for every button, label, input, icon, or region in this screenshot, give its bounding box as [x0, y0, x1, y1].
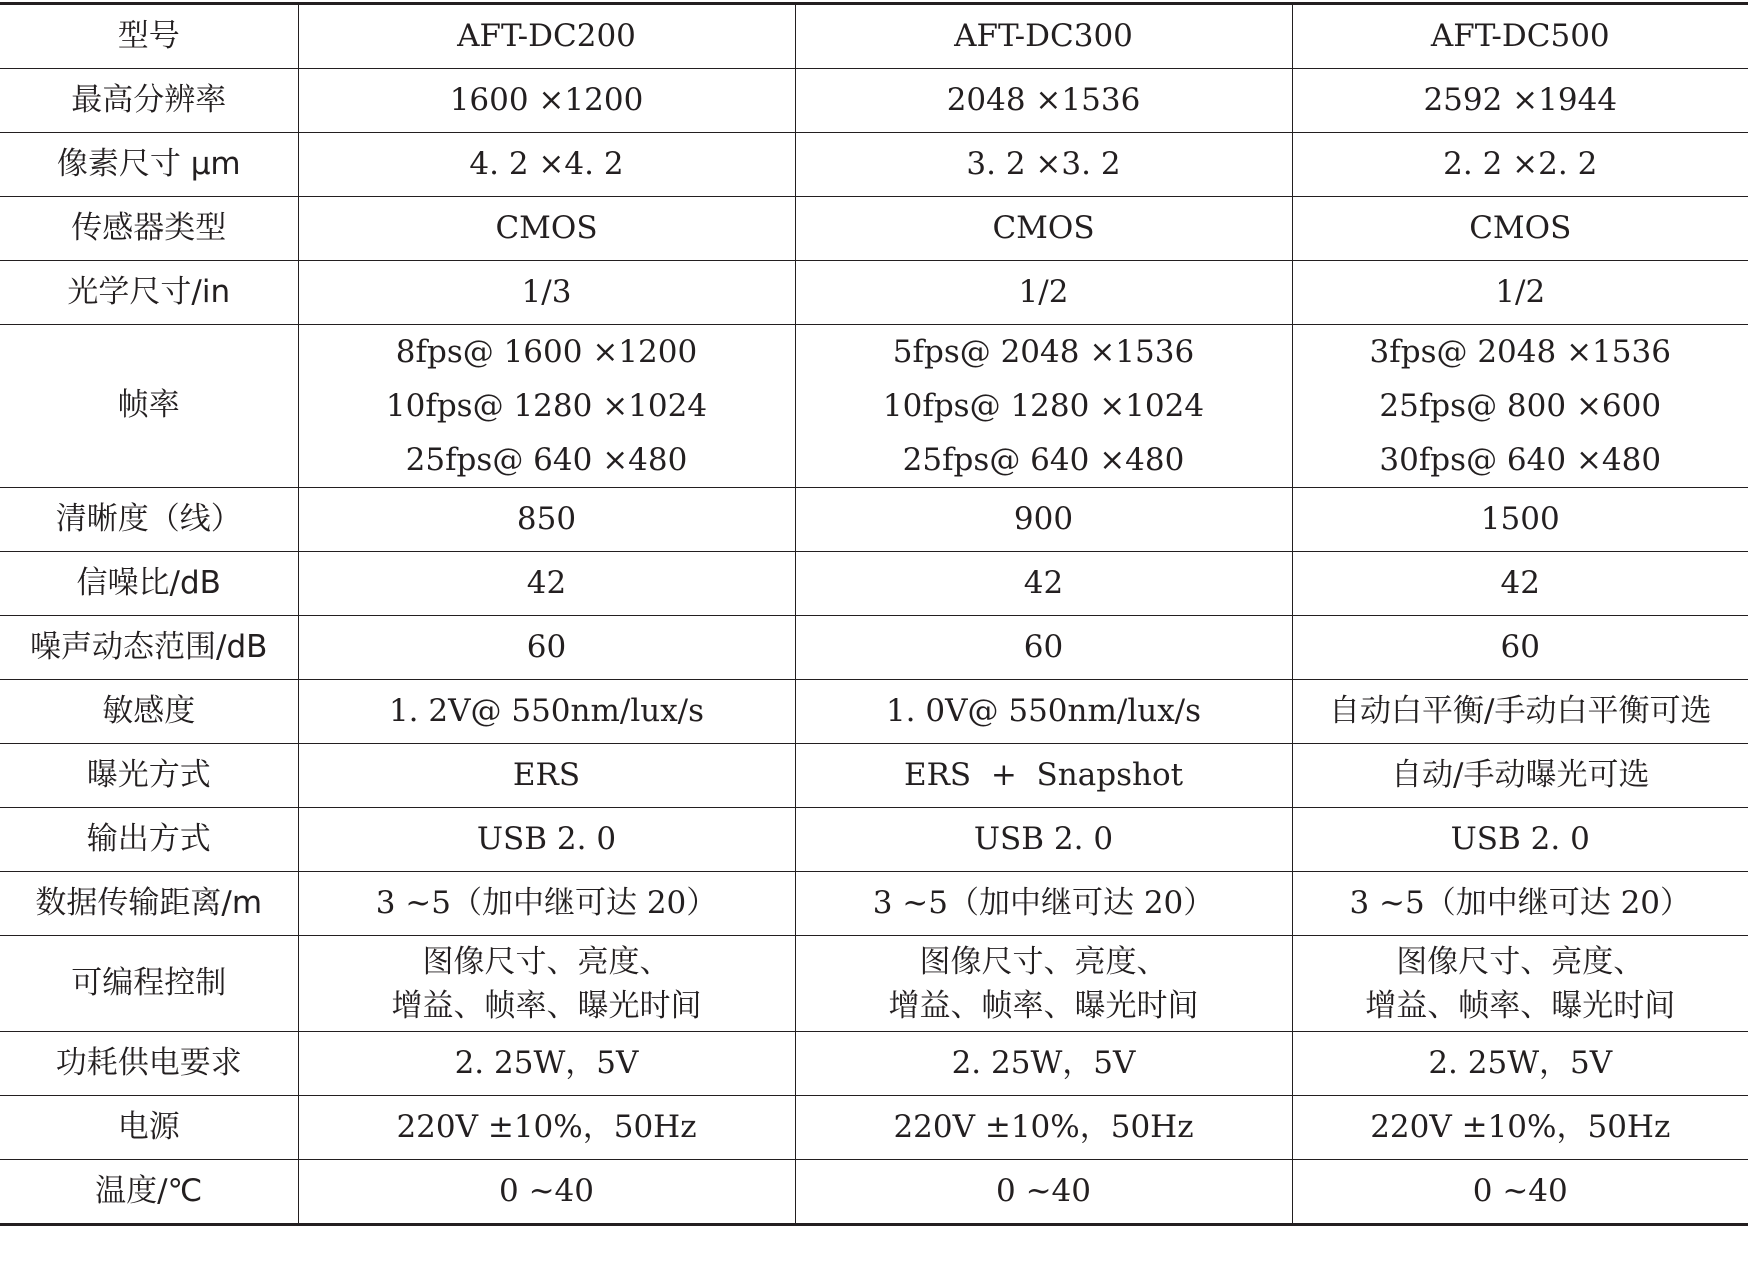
control-line: 增益、帧率、曝光时间 [1365, 987, 1676, 1024]
table-row [0, 1032, 1748, 1096]
cell-value: 2. 25W，5V [1292, 1032, 1748, 1096]
cell-value: 0 ~40 [298, 1160, 795, 1225]
cell-value: 2048 ×1536 [795, 69, 1292, 133]
cell-value: 60 [795, 616, 1292, 680]
row-label: 光学尺寸/in [0, 261, 298, 325]
cell-value: 3 ~5（加中继可达 20） [298, 872, 795, 936]
row-label: 温度/℃ [0, 1160, 298, 1225]
row-label: 帧率 [0, 325, 298, 488]
cell-value [298, 325, 795, 488]
frame-rate-line: 25fps@ 640 ×480 [405, 442, 688, 478]
row-label: 电源 [0, 1096, 298, 1160]
model-name: AFT-DC500 [1292, 4, 1748, 69]
control-line: 图像尺寸、亮度、 [1396, 943, 1645, 980]
table-row [0, 680, 1748, 744]
table-row [0, 936, 1748, 1032]
table-row [0, 197, 1748, 261]
row-label: 曝光方式 [0, 744, 298, 808]
cell-value: 60 [298, 616, 795, 680]
row-label: 清晰度（线） [0, 488, 298, 552]
row-label: 功耗供电要求 [0, 1032, 298, 1096]
cell-value: 1600 ×1200 [298, 69, 795, 133]
row-label: 输出方式 [0, 808, 298, 872]
frame-rate-line: 10fps@ 1280 ×1024 [882, 388, 1205, 424]
camera-spec-table [0, 2, 1748, 1226]
control-line: 增益、帧率、曝光时间 [391, 987, 702, 1024]
model-name: AFT-DC200 [298, 4, 795, 69]
cell-value: CMOS [1292, 197, 1748, 261]
cell-value: USB 2. 0 [1292, 808, 1748, 872]
table-row [0, 1096, 1748, 1160]
table-row [0, 261, 1748, 325]
cell-value: 3 ~5（加中继可达 20） [795, 872, 1292, 936]
row-label: 噪声动态范围/dB [0, 616, 298, 680]
cell-value: 1. 2V@ 550nm/lux/s [298, 680, 795, 744]
cell-value: 2592 ×1944 [1292, 69, 1748, 133]
cell-value: 60 [1292, 616, 1748, 680]
frame-rate-line: 10fps@ 1280 ×1024 [385, 388, 708, 424]
cell-value: 0 ~40 [795, 1160, 1292, 1225]
cell-value: 220V ±10%，50Hz [795, 1096, 1292, 1160]
table-row [0, 325, 1748, 488]
table-row [0, 1160, 1748, 1225]
cell-value: 2. 2 ×2. 2 [1292, 133, 1748, 197]
header-label: 型号 [0, 4, 298, 69]
cell-value: 1/2 [795, 261, 1292, 325]
cell-value [1292, 325, 1748, 488]
cell-value: 0 ~40 [1292, 1160, 1748, 1225]
cell-value: 3 ~5（加中继可达 20） [1292, 872, 1748, 936]
control-line: 增益、帧率、曝光时间 [888, 987, 1199, 1024]
cell-value: USB 2. 0 [795, 808, 1292, 872]
row-label: 数据传输距离/m [0, 872, 298, 936]
cell-value: 2. 25W，5V [795, 1032, 1292, 1096]
cell-value: 220V ±10%，50Hz [1292, 1096, 1748, 1160]
cell-value: 2. 25W，5V [298, 1032, 795, 1096]
cell-value [298, 936, 795, 1032]
frame-rate-line: 25fps@ 640 ×480 [902, 442, 1185, 478]
table-row [0, 744, 1748, 808]
cell-value: 3. 2 ×3. 2 [795, 133, 1292, 197]
cell-value: CMOS [298, 197, 795, 261]
cell-value: 1/2 [1292, 261, 1748, 325]
model-name: AFT-DC300 [795, 4, 1292, 69]
header-row [0, 4, 1748, 69]
cell-value: CMOS [795, 197, 1292, 261]
row-label: 信噪比/dB [0, 552, 298, 616]
cell-value: ERS [298, 744, 795, 808]
table-row [0, 616, 1748, 680]
cell-value: 1500 [1292, 488, 1748, 552]
cell-value: 850 [298, 488, 795, 552]
table-row [0, 69, 1748, 133]
cell-value: 自动/手动曝光可选 [1292, 744, 1748, 808]
row-label: 敏感度 [0, 680, 298, 744]
row-label: 最高分辨率 [0, 69, 298, 133]
control-line: 图像尺寸、亮度、 [919, 943, 1168, 980]
cell-value: ERS + Snapshot [795, 744, 1292, 808]
row-label: 像素尺寸 μm [0, 133, 298, 197]
cell-value: 900 [795, 488, 1292, 552]
cell-value [795, 936, 1292, 1032]
cell-value: 42 [1292, 552, 1748, 616]
row-label: 可编程控制 [0, 936, 298, 1032]
cell-value: 1. 0V@ 550nm/lux/s [795, 680, 1292, 744]
cell-value [795, 325, 1292, 488]
frame-rate-line: 8fps@ 1600 ×1200 [395, 334, 698, 370]
frame-rate-line: 3fps@ 2048 ×1536 [1369, 334, 1671, 370]
cell-value: 42 [298, 552, 795, 616]
table-row [0, 133, 1748, 197]
cell-value: 42 [795, 552, 1292, 616]
cell-value: 1/3 [298, 261, 795, 325]
frame-rate-line: 30fps@ 640 ×480 [1379, 442, 1662, 478]
cell-value: 自动白平衡/手动白平衡可选 [1292, 680, 1748, 744]
control-line: 图像尺寸、亮度、 [422, 943, 671, 980]
cell-value: 4. 2 ×4. 2 [298, 133, 795, 197]
row-label: 传感器类型 [0, 197, 298, 261]
cell-value: USB 2. 0 [298, 808, 795, 872]
frame-rate-line: 25fps@ 800 ×600 [1379, 388, 1662, 424]
table-row [0, 488, 1748, 552]
table-row [0, 808, 1748, 872]
table-row [0, 872, 1748, 936]
table-row [0, 552, 1748, 616]
cell-value: 220V ±10%，50Hz [298, 1096, 795, 1160]
frame-rate-line: 5fps@ 2048 ×1536 [892, 334, 1195, 370]
cell-value [1292, 936, 1748, 1032]
